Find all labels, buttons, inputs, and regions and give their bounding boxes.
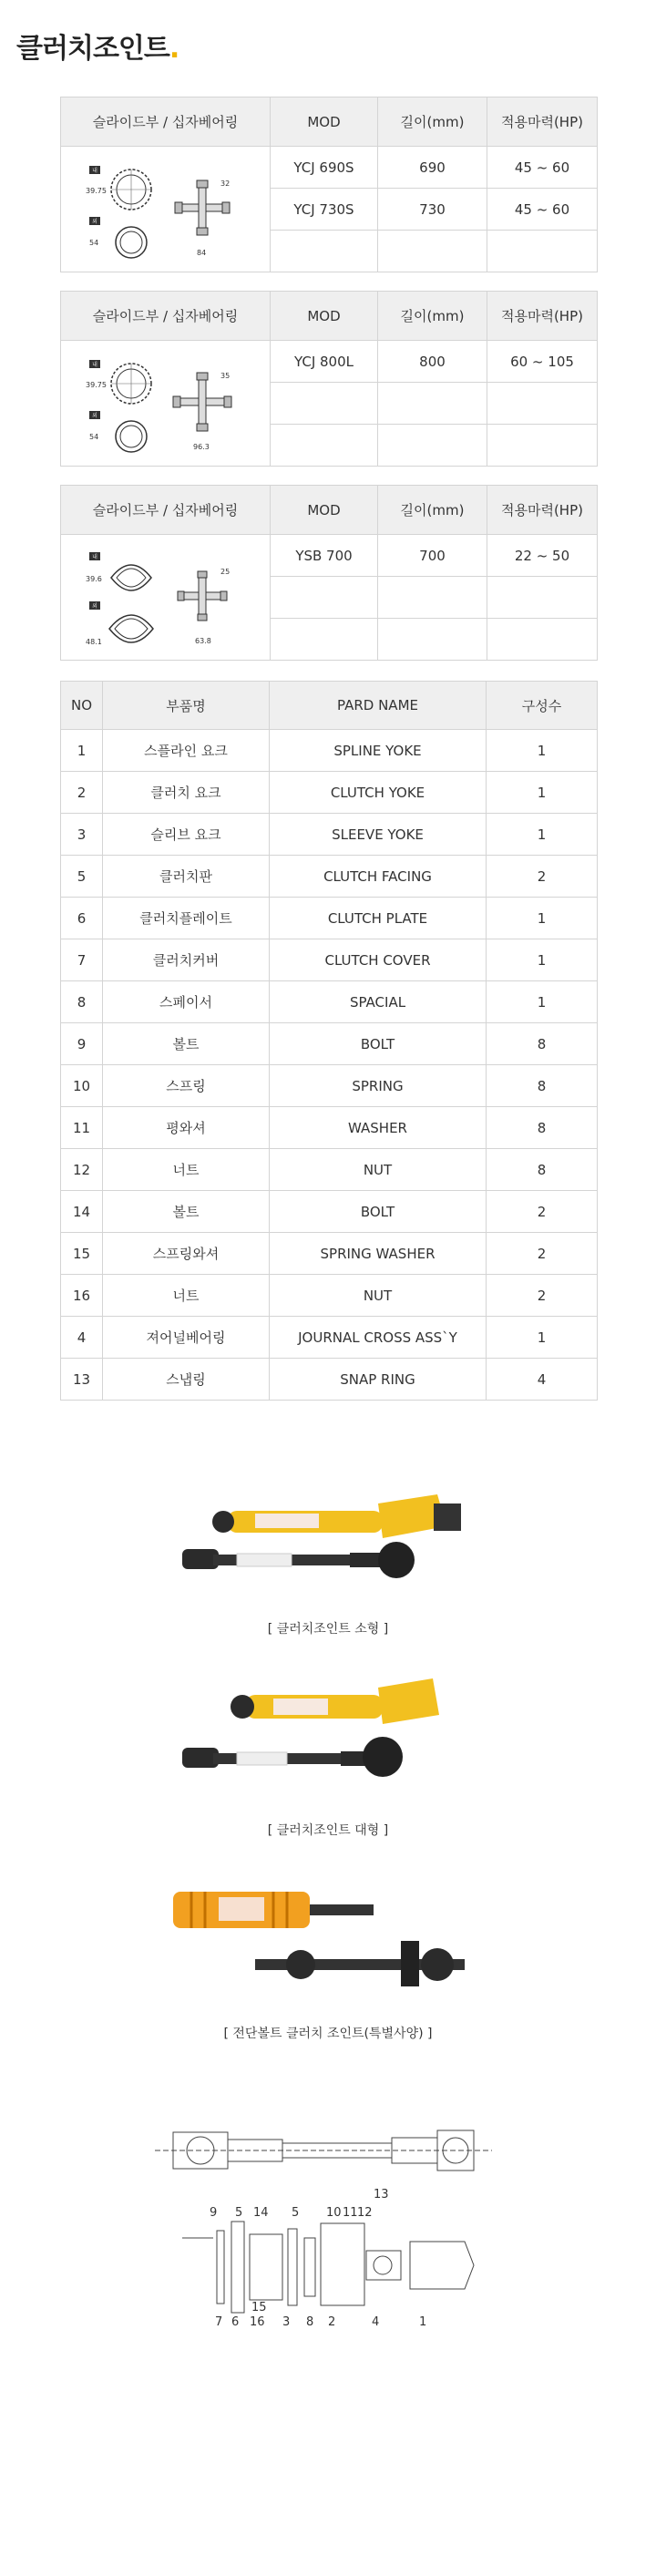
part-pard-name: BOLT <box>270 1023 487 1065</box>
shear-bolt-clutch-joint-photo <box>164 1877 501 1996</box>
part-pard-name: BOLT <box>270 1191 487 1233</box>
svg-text:25: 25 <box>220 567 230 576</box>
part-pard-name: SPRING <box>270 1065 487 1107</box>
svg-text:32: 32 <box>220 179 230 188</box>
part-no: 8 <box>61 981 103 1023</box>
spec-length: 800 <box>378 341 487 383</box>
spec-hp: 60 ~ 105 <box>487 341 598 383</box>
parts-table <box>60 681 598 1401</box>
svg-text:39.75: 39.75 <box>85 380 107 389</box>
spec-mod: YCJ 690S <box>271 147 378 189</box>
table-row <box>61 1065 598 1107</box>
caption-special: [ 전단볼트 클러치 조인트(특별사양) ] <box>223 2027 433 2041</box>
part-qty: 1 <box>487 1317 598 1359</box>
part-no: 14 <box>61 1191 103 1233</box>
part-name: 스플라인 요크 <box>103 730 270 772</box>
diagram-label: 11 <box>343 2206 358 2220</box>
spec-drawing-cell <box>61 535 271 661</box>
caption-large: [ 클러치조인트 대형 ] <box>267 1823 389 1838</box>
part-qty: 2 <box>487 1191 598 1233</box>
part-qty: 1 <box>487 939 598 981</box>
spec-header-slide: 슬라이드부 / 십자베어링 <box>61 97 271 147</box>
part-name: 너트 <box>103 1149 270 1191</box>
table-row <box>61 1275 598 1317</box>
spec-table-3 <box>60 485 598 661</box>
diagram-label: 5 <box>235 2206 243 2220</box>
spec-hp: 45 ~ 60 <box>487 147 598 189</box>
table-row <box>61 1359 598 1401</box>
spec-mod <box>271 577 378 619</box>
spec-header-mod: MOD <box>271 97 378 147</box>
diagram-label: 3 <box>282 2315 291 2329</box>
svg-text:48.1: 48.1 <box>85 637 102 646</box>
part-no: 16 <box>61 1275 103 1317</box>
svg-text:63.8: 63.8 <box>194 636 211 645</box>
diagram-label: 16 <box>250 2315 265 2329</box>
part-name: 스프링 <box>103 1065 270 1107</box>
table-row <box>61 814 598 856</box>
part-no: 4 <box>61 1317 103 1359</box>
part-no: 6 <box>61 898 103 939</box>
part-qty: 8 <box>487 1065 598 1107</box>
part-name: 슬리브 요크 <box>103 814 270 856</box>
diagram-label: 15 <box>251 2301 267 2314</box>
spec-header-length: 길이(mm) <box>378 292 487 341</box>
parts-header-name: 부품명 <box>103 682 270 730</box>
part-pard-name: CLUTCH PLATE <box>270 898 487 939</box>
part-no: 5 <box>61 856 103 898</box>
spec-header-mod: MOD <box>271 292 378 341</box>
parts-header-pard: PARD NAME <box>270 682 487 730</box>
spec-hp: 22 ~ 50 <box>487 535 598 577</box>
part-name: 너트 <box>103 1275 270 1317</box>
part-qty: 2 <box>487 1233 598 1275</box>
spec-header-slide: 슬라이드부 / 십자베어링 <box>61 292 271 341</box>
spec-drawing-cell <box>61 147 271 272</box>
part-pard-name: SPLINE YOKE <box>270 730 487 772</box>
part-name: 스페이서 <box>103 981 270 1023</box>
spec-mod <box>271 383 378 425</box>
spec-header-length: 길이(mm) <box>378 486 487 535</box>
part-no: 13 <box>61 1359 103 1401</box>
spec-mod <box>271 231 378 272</box>
svg-text:54: 54 <box>88 238 98 247</box>
lemon-cross-drawing <box>84 541 248 651</box>
svg-text:35: 35 <box>220 371 230 380</box>
part-name: 스프링와셔 <box>103 1233 270 1275</box>
table-row <box>61 981 598 1023</box>
spec-mod: YSB 700 <box>271 535 378 577</box>
spec-table-2 <box>60 291 598 467</box>
spec-length: 730 <box>378 189 487 231</box>
svg-text:96.3: 96.3 <box>192 442 210 451</box>
table-row <box>61 772 598 814</box>
spec-length <box>378 619 487 661</box>
part-qty: 1 <box>487 730 598 772</box>
svg-text:외: 외 <box>91 602 97 610</box>
part-qty: 8 <box>487 1107 598 1149</box>
part-qty: 2 <box>487 856 598 898</box>
diagram-label: 6 <box>231 2315 240 2329</box>
page-title: 클러치조인트. <box>16 33 179 65</box>
part-no: 7 <box>61 939 103 981</box>
spline-cross-drawing <box>84 347 248 457</box>
part-no: 11 <box>61 1107 103 1149</box>
spec-length <box>378 383 487 425</box>
spec-hp <box>487 383 598 425</box>
part-qty: 1 <box>487 981 598 1023</box>
svg-text:내: 내 <box>91 167 97 174</box>
spec-hp <box>487 425 598 467</box>
part-qty: 4 <box>487 1359 598 1401</box>
svg-text:내: 내 <box>91 361 97 368</box>
part-pard-name: NUT <box>270 1275 487 1317</box>
part-name: 져어널베어링 <box>103 1317 270 1359</box>
diagram-label: 13 <box>374 2188 389 2201</box>
spec-length: 700 <box>378 535 487 577</box>
spec-drawing-cell <box>61 341 271 467</box>
spec-hp <box>487 619 598 661</box>
part-qty: 1 <box>487 814 598 856</box>
part-no: 9 <box>61 1023 103 1065</box>
part-name: 스냅링 <box>103 1359 270 1401</box>
spec-mod <box>271 425 378 467</box>
table-row <box>61 856 598 898</box>
table-row <box>61 1023 598 1065</box>
part-no: 15 <box>61 1233 103 1275</box>
spec-length <box>378 425 487 467</box>
table-row <box>61 939 598 981</box>
part-qty: 8 <box>487 1023 598 1065</box>
diagram-label: 14 <box>253 2206 269 2220</box>
spec-header-mod: MOD <box>271 486 378 535</box>
table-row <box>61 730 598 772</box>
spec-header-length: 길이(mm) <box>378 97 487 147</box>
diagram-label: 8 <box>306 2315 314 2329</box>
svg-text:54: 54 <box>88 432 98 441</box>
part-pard-name: SPACIAL <box>270 981 487 1023</box>
part-pard-name: SNAP RING <box>270 1359 487 1401</box>
svg-text:외: 외 <box>91 412 97 419</box>
diagram-label: 7 <box>215 2315 223 2329</box>
svg-text:39.75: 39.75 <box>85 186 107 195</box>
table-row <box>61 1149 598 1191</box>
parts-header-qty: 구성수 <box>487 682 598 730</box>
part-qty: 1 <box>487 898 598 939</box>
part-no: 1 <box>61 730 103 772</box>
diagram-label: 1 <box>419 2315 427 2329</box>
part-pard-name: NUT <box>270 1149 487 1191</box>
svg-text:내: 내 <box>91 553 97 560</box>
svg-text:외: 외 <box>91 218 97 225</box>
part-name: 클러치플레이트 <box>103 898 270 939</box>
part-pard-name: CLUTCH COVER <box>270 939 487 981</box>
part-no: 10 <box>61 1065 103 1107</box>
clutch-joint-large-photo <box>173 1668 483 1786</box>
part-name: 클러치판 <box>103 856 270 898</box>
spec-mod: YCJ 800L <box>271 341 378 383</box>
part-no: 12 <box>61 1149 103 1191</box>
spec-header-hp: 적용마력(HP) <box>487 97 598 147</box>
part-qty: 1 <box>487 772 598 814</box>
exploded-parts-diagram <box>155 2114 501 2360</box>
part-qty: 2 <box>487 1275 598 1317</box>
diagram-label: 12 <box>357 2206 373 2220</box>
table-row <box>61 1317 598 1359</box>
table-row <box>61 1107 598 1149</box>
caption-small: [ 클러치조인트 소형 ] <box>267 1622 389 1637</box>
part-pard-name: CLUTCH YOKE <box>270 772 487 814</box>
diagram-label: 10 <box>326 2206 342 2220</box>
spec-hp <box>487 231 598 272</box>
part-qty: 8 <box>487 1149 598 1191</box>
part-pard-name: CLUTCH FACING <box>270 856 487 898</box>
part-pard-name: JOURNAL CROSS ASS`Y <box>270 1317 487 1359</box>
table-row <box>61 1233 598 1275</box>
clutch-joint-small-photo <box>173 1485 510 1604</box>
svg-text:84: 84 <box>196 248 206 257</box>
diagram-label: 5 <box>292 2206 300 2220</box>
part-pard-name: SLEEVE YOKE <box>270 814 487 856</box>
spec-hp: 45 ~ 60 <box>487 189 598 231</box>
part-name: 볼트 <box>103 1023 270 1065</box>
parts-header-no: NO <box>61 682 103 730</box>
table-row <box>61 1191 598 1233</box>
spec-mod <box>271 619 378 661</box>
part-pard-name: WASHER <box>270 1107 487 1149</box>
part-pard-name: SPRING WASHER <box>270 1233 487 1275</box>
spec-header-hp: 적용마력(HP) <box>487 292 598 341</box>
spline-cross-drawing <box>84 153 248 262</box>
diagram-label: 4 <box>372 2315 380 2329</box>
diagram-label: 2 <box>328 2315 336 2329</box>
spec-hp <box>487 577 598 619</box>
spec-length: 690 <box>378 147 487 189</box>
part-name: 클러치커버 <box>103 939 270 981</box>
diagram-label: 9 <box>210 2206 218 2220</box>
spec-table-1 <box>60 97 598 272</box>
part-name: 평와셔 <box>103 1107 270 1149</box>
spec-length <box>378 577 487 619</box>
spec-mod: YCJ 730S <box>271 189 378 231</box>
part-name: 클러치 요크 <box>103 772 270 814</box>
part-no: 2 <box>61 772 103 814</box>
spec-length <box>378 231 487 272</box>
spec-header-hp: 적용마력(HP) <box>487 486 598 535</box>
svg-text:39.6: 39.6 <box>85 574 102 583</box>
part-no: 3 <box>61 814 103 856</box>
spec-header-slide: 슬라이드부 / 십자베어링 <box>61 486 271 535</box>
table-row <box>61 898 598 939</box>
part-name: 볼트 <box>103 1191 270 1233</box>
